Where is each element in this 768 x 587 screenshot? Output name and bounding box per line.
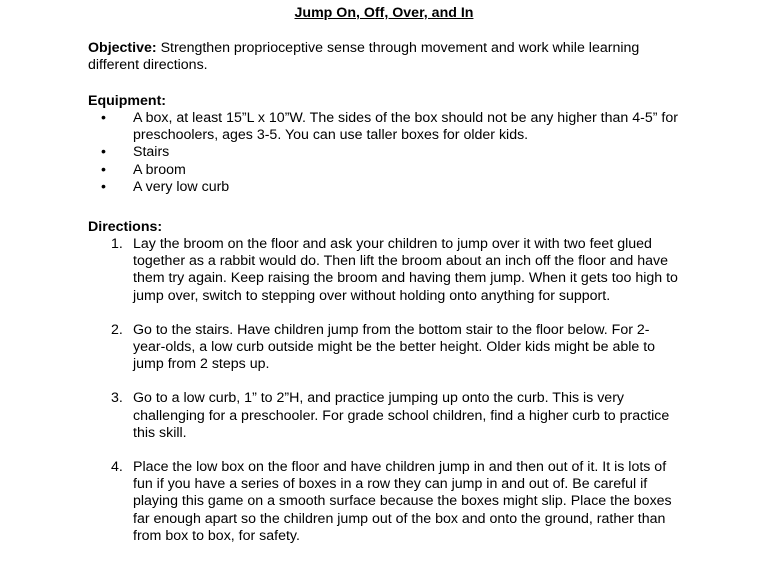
- equipment-heading: Equipment:: [88, 93, 167, 109]
- step-number: 1.: [111, 236, 123, 252]
- equipment-item: [0, 110, 693, 144]
- step-number: 4.: [111, 459, 123, 476]
- objective-label: Objective:: [88, 40, 157, 56]
- direction-step: [0, 236, 678, 305]
- step-number: 3.: [111, 390, 123, 407]
- direction-step: [0, 390, 678, 442]
- objective-paragraph: [88, 40, 688, 74]
- bullet-icon: •: [101, 161, 106, 178]
- direction-step: [0, 459, 678, 545]
- equipment-item: [0, 144, 693, 161]
- equipment-item: [0, 179, 693, 196]
- step-text: Go to the stairs. Have children jump from the bottom stair to the floor below. For 2-year-olds, a low curb outside might be the better height. Older kids might be able to jump from 2 steps up.: [133, 321, 656, 373]
- equipment-item: [0, 162, 693, 179]
- equipment-item-text: A very low curb: [133, 178, 230, 195]
- bullet-icon: •: [101, 178, 106, 195]
- step-text: Go to a low curb, 1” to 2”H, and practice jumping up onto the curb. This is very challenging for a preschooler. For grade school children, find a higher curb to practice this skill.: [133, 390, 670, 441]
- directions-heading: Directions:: [88, 219, 163, 235]
- equipment-list: [0, 110, 768, 196]
- equipment-item-text: A box, at least 15”L x 10”W. The sides of the box should not be any higher than 4-5” for preschoolers, ages 3-5. You can use taller boxes for older kids.: [133, 110, 678, 144]
- step-number: 2.: [111, 321, 123, 338]
- objective-text: Strengthen proprioceptive sense through movement and work while learning different directions.: [88, 40, 640, 74]
- directions-list: [0, 236, 768, 562]
- bullet-icon: •: [101, 110, 106, 126]
- equipment-item-text: A broom: [133, 161, 186, 178]
- step-text: Lay the broom on the floor and ask your children to jump over it with two feet glued together as a rabbit would do. Then lift the broom about an inch off the floor and have them try again. Keep raising the broom and having them jump. When it gets too high to jump over, switch to stepping over without holding onto anything for support.: [133, 236, 678, 304]
- step-text: Place the low box on the floor and have children jump in and then out of it. It is lots of fun if you have a series of boxes in a row they can jump in and out of. Be careful if playing this game on a smooth surface because the boxes might slip. Place the boxes far enough apart so the children jump out of the box and onto the ground, rather than from box to box, for safety.: [133, 459, 672, 544]
- equipment-item-text: Stairs: [133, 144, 170, 161]
- direction-step: [0, 322, 678, 374]
- page-title: Jump On, Off, Over, and In: [294, 5, 474, 21]
- bullet-icon: •: [101, 144, 106, 161]
